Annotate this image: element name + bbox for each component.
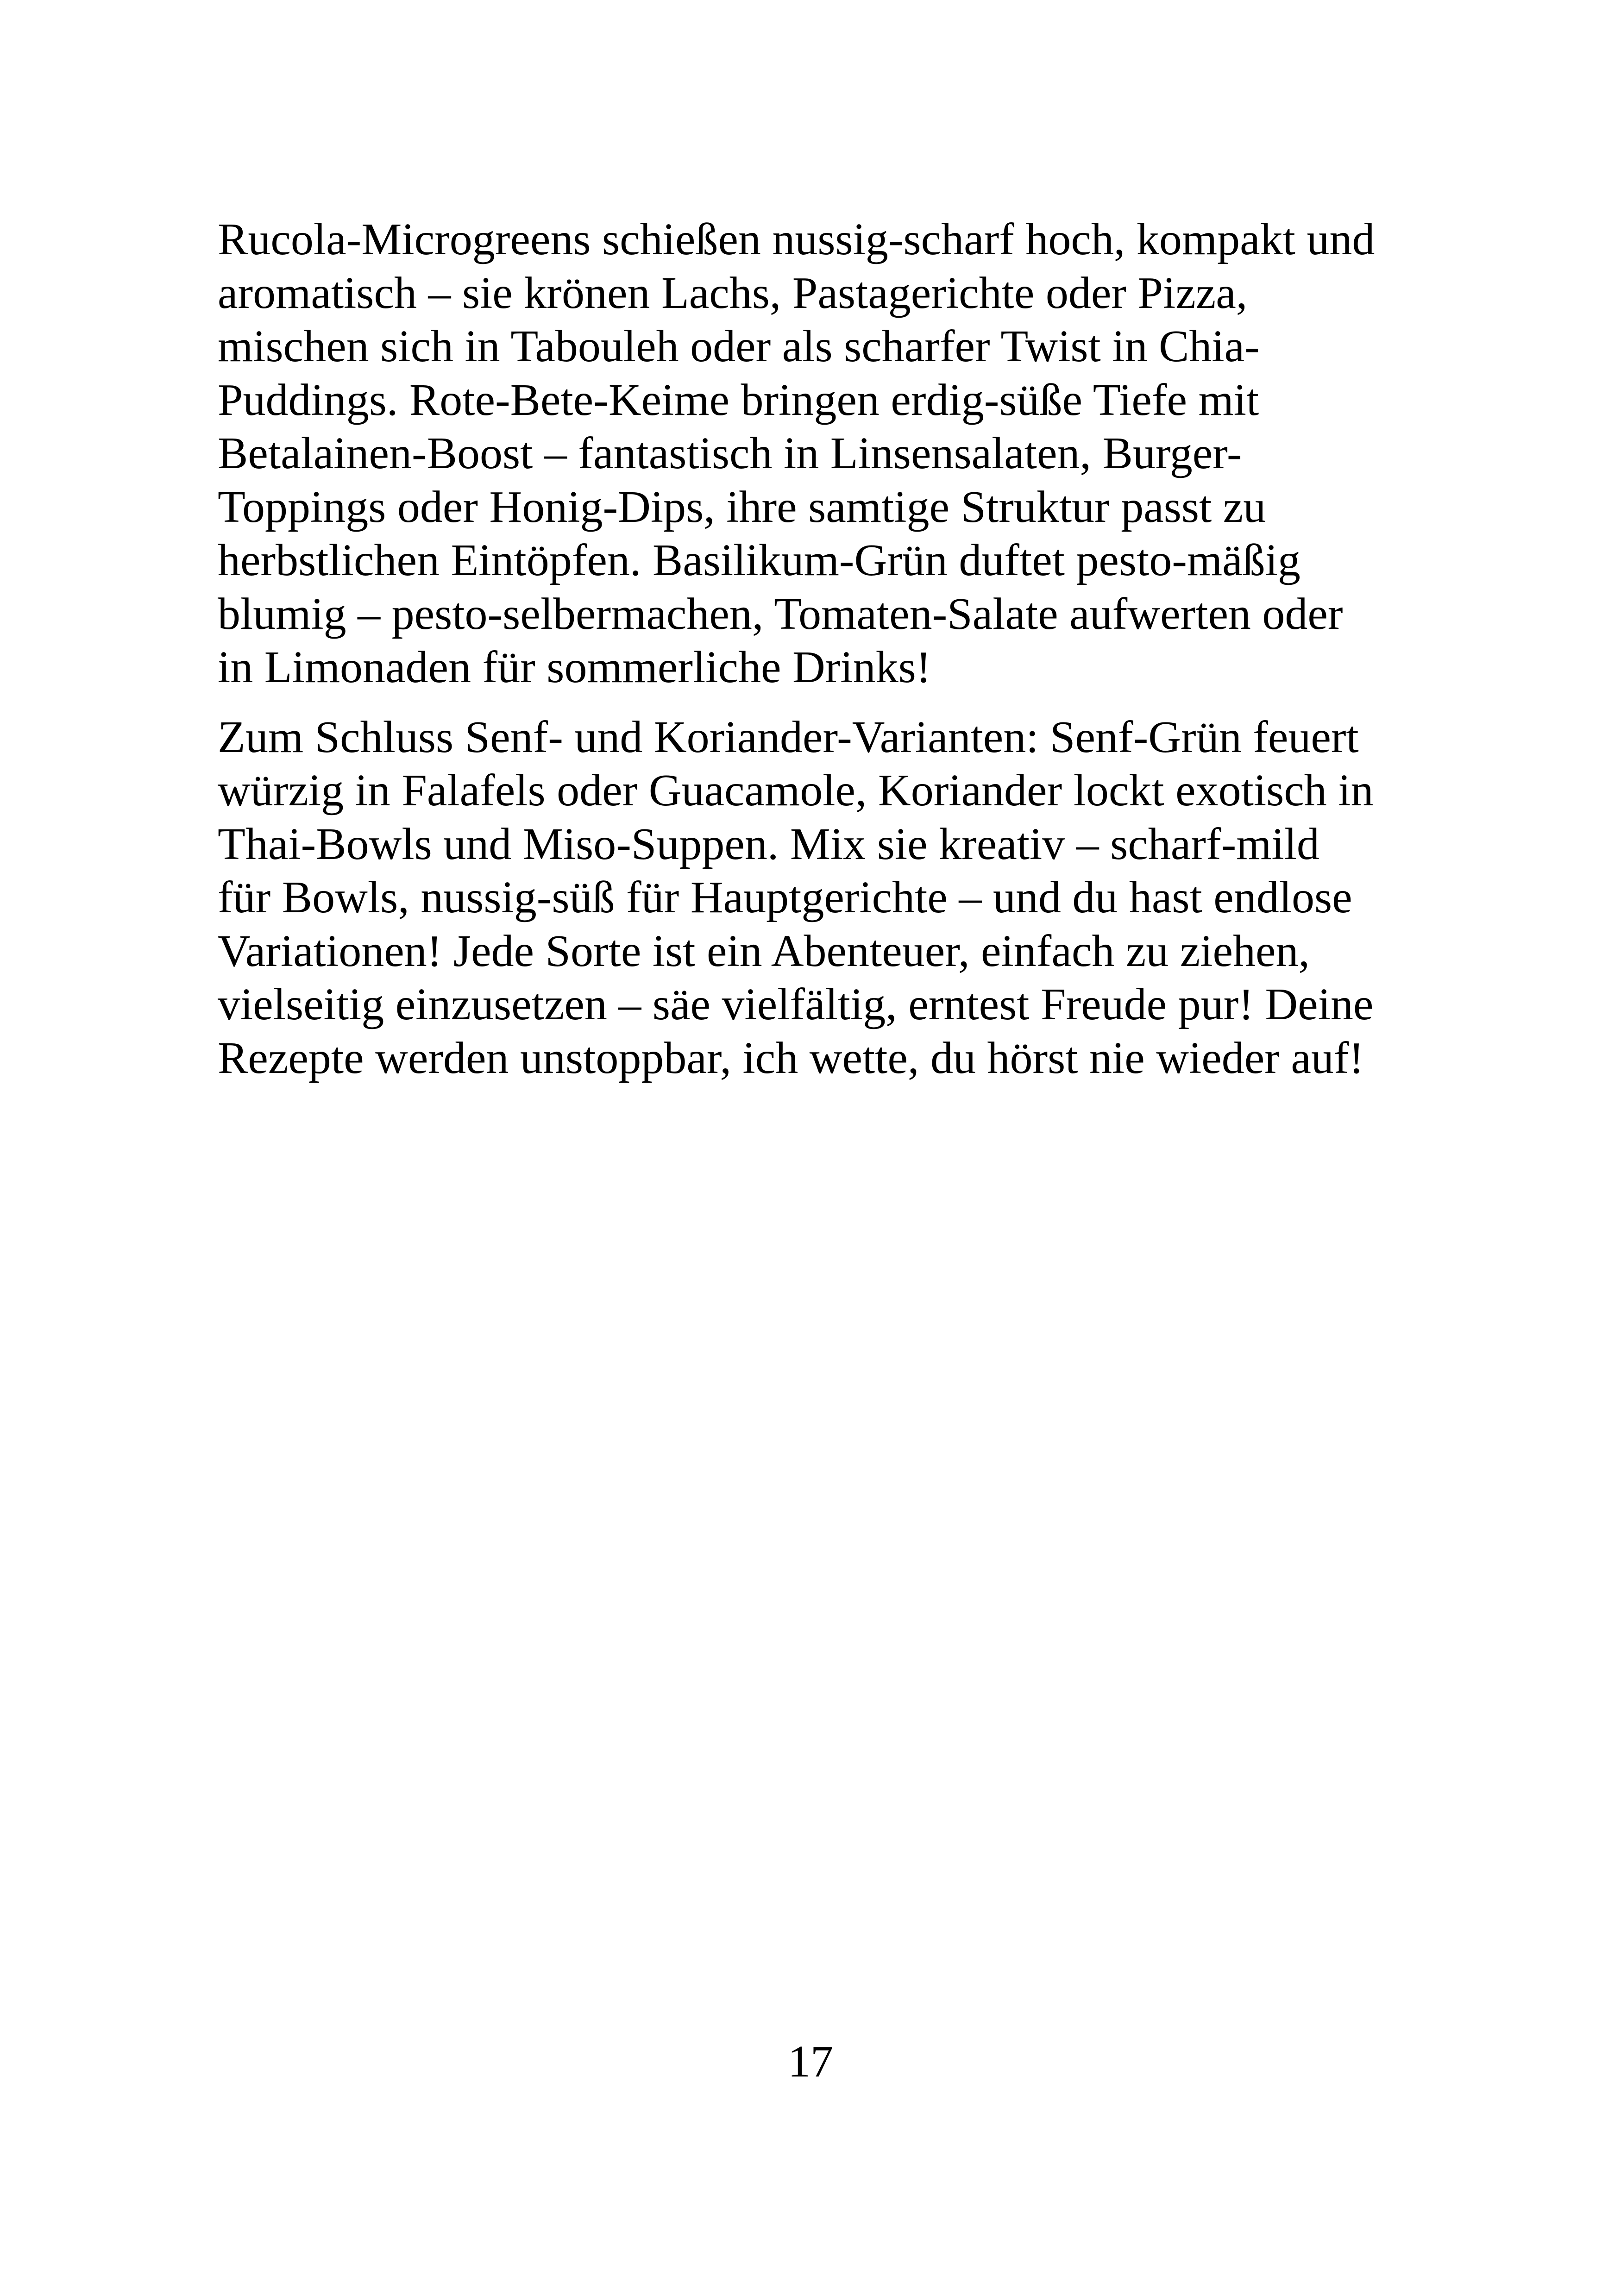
text-line: Rezepte werden unstoppbar, ich wette, du hörst nie wieder auf! (218, 1033, 1364, 1083)
text-line: vielseitig einzusetzen – säe vielfältig, erntest Freude pur! Deine (218, 979, 1374, 1029)
paragraph-2 (218, 711, 1413, 1085)
body-text (218, 213, 1413, 1085)
paragraph-1 (218, 213, 1413, 695)
text-line: für Bowls, nussig-süß für Hauptgerichte – und du hast endlose (218, 872, 1352, 922)
text-line: Rucola-Microgreens schießen nussig-scharf hoch, kompakt und (218, 214, 1375, 264)
text-line: würzig in Falafels oder Guacamole, Koriander lockt exotisch in (218, 765, 1374, 816)
text-line: Thai-Bowls und Miso-Suppen. Mix sie kreativ – scharf-mild (218, 819, 1319, 869)
text-line: in Limonaden für sommerliche Drinks! (218, 642, 931, 692)
text-line: Betalainen-Boost – fantastisch in Linsensalaten, Burger- (218, 428, 1242, 478)
text-line: mischen sich in Tabouleh oder als scharfer Twist in Chia- (218, 321, 1260, 371)
text-line: Variationen! Jede Sorte ist ein Abenteuer, einfach zu ziehen, (218, 926, 1310, 976)
text-line: aromatisch – sie krönen Lachs, Pastagerichte oder Pizza, (218, 268, 1248, 318)
text-line: blumig – pesto-selbermachen, Tomaten-Salate aufwerten oder (218, 589, 1343, 639)
text-line: herbstlichen Eintöpfen. Basilikum-Grün duftet pesto-mäßig (218, 535, 1301, 585)
text-line: Zum Schluss Senf- und Koriander-Varianten: Senf-Grün feuert (218, 712, 1359, 762)
text-line: Toppings oder Honig-Dips, ihre samtige Struktur passt zu (218, 482, 1266, 532)
page-number: 17 (788, 2037, 833, 2087)
text-line: Puddings. Rote-Bete-Keime bringen erdig-süße Tiefe mit (218, 375, 1259, 425)
